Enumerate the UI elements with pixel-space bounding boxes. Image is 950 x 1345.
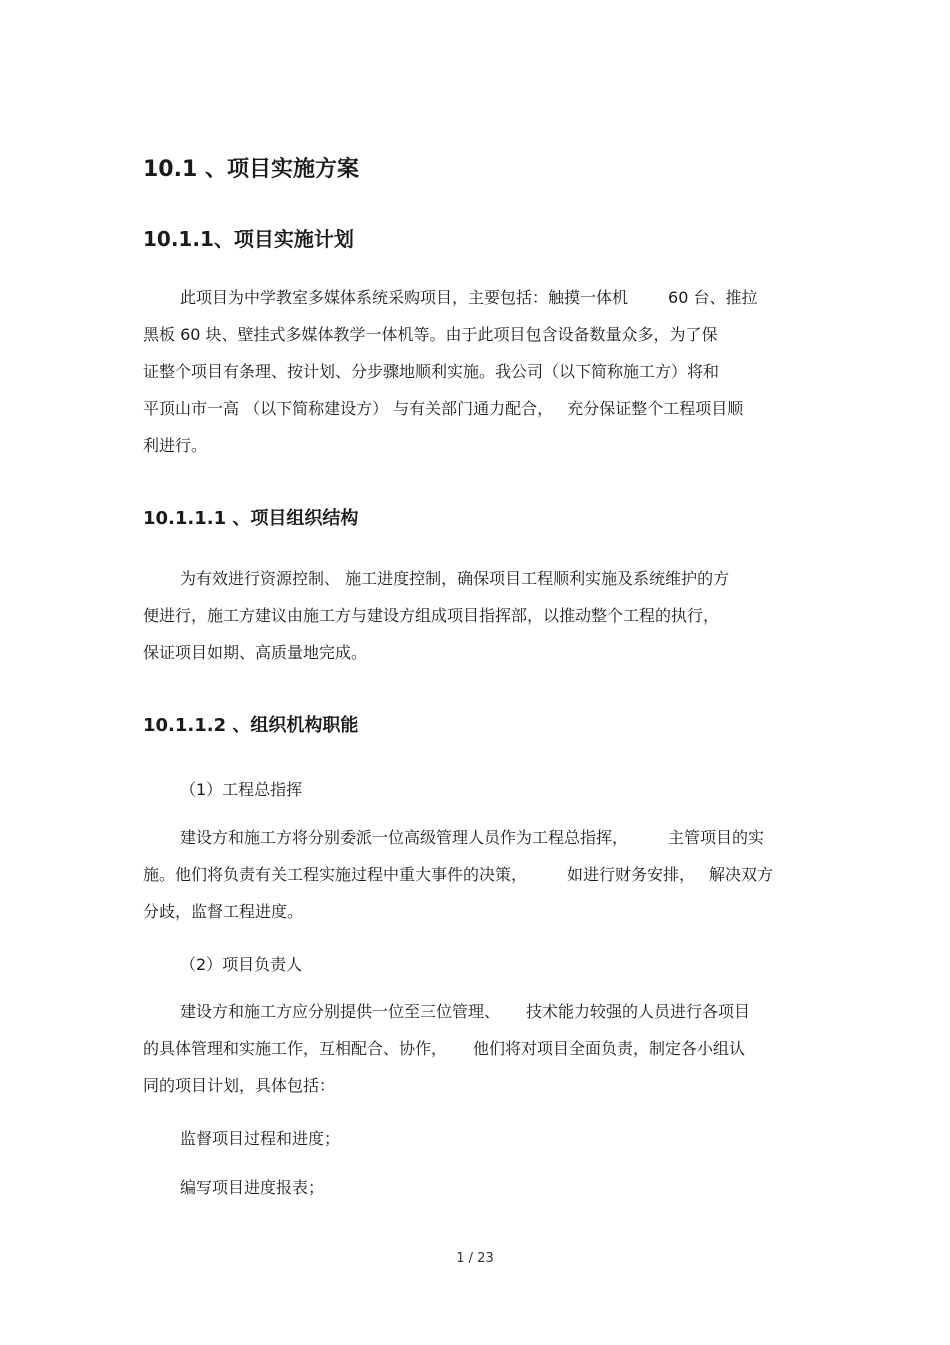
task-item: 编写项目进度报表； bbox=[180, 1178, 325, 1197]
paragraph-commander bbox=[143, 826, 773, 937]
text-line: 为有效进行资源控制、 施工进度控制，确保项目工程顺利实施及系统维护的方 bbox=[180, 569, 730, 588]
text-line: 证整个项目有条理、按计划、分步骤地顺利实施。我公司（以下简称施工方）将和 bbox=[143, 362, 720, 381]
section-heading-10-1-1: 10.1.1、项目实施计划 bbox=[143, 227, 354, 251]
text-line: 建设方和施工方应分别提供一位至三位管理、 技术能力较强的人员进行各项目 bbox=[180, 1002, 751, 1021]
text-line: 利进行。 bbox=[143, 436, 208, 455]
section-heading-10-1-1-2: 10.1.1.2 、组织机构职能 bbox=[143, 715, 359, 736]
text-line: 此项目为中学教室多媒体系统采购项目，主要包括：触摸一体机 60 台、推拉 bbox=[180, 288, 758, 307]
list-heading-commander: （1）工程总指挥 bbox=[180, 780, 303, 799]
text-line: 平顶山市一高 （以下简称建设方） 与有关部门通力配合， 充分保证整个工程项目顺 bbox=[143, 399, 744, 418]
text-line: 的具体管理和实施工作，互相配合、协作， 他们将对项目全面负责，制定各小组认 bbox=[143, 1039, 746, 1058]
text-line: 保证项目如期、高质量地完成。 bbox=[143, 643, 368, 662]
paragraph-manager bbox=[143, 1000, 750, 1111]
text-line: 同的项目计划，具体包括： bbox=[143, 1076, 336, 1095]
page-number: 1 / 23 bbox=[456, 1251, 494, 1266]
section-heading-10-1-1-1: 10.1.1.1 、项目组织结构 bbox=[143, 508, 359, 529]
section-heading-10-1: 10.1 、项目实施方案 bbox=[143, 157, 359, 182]
text-line: 建设方和施工方将分别委派一位高级管理人员作为工程总指挥， 主管项目的实 bbox=[180, 828, 765, 847]
paragraph-project-plan bbox=[143, 286, 757, 471]
text-line: 施。他们将负责有关工程实施过程中重大事件的决策， 如进行财务安排， 解决双方 bbox=[143, 865, 774, 884]
task-item: 监督项目过程和进度； bbox=[180, 1129, 341, 1148]
paragraph-org-structure bbox=[143, 567, 729, 678]
text-line: 分歧，监督工程进度。 bbox=[143, 902, 304, 921]
list-heading-manager: （2）项目负责人 bbox=[180, 955, 303, 974]
text-line: 便进行，施工方建议由施工方与建设方组成项目指挥部，以推动整个工程的执行， bbox=[143, 606, 720, 625]
text-line: 黑板 60 块、壁挂式多媒体教学一体机等。由于此项目包含设备数量众多，为了保 bbox=[143, 325, 718, 344]
